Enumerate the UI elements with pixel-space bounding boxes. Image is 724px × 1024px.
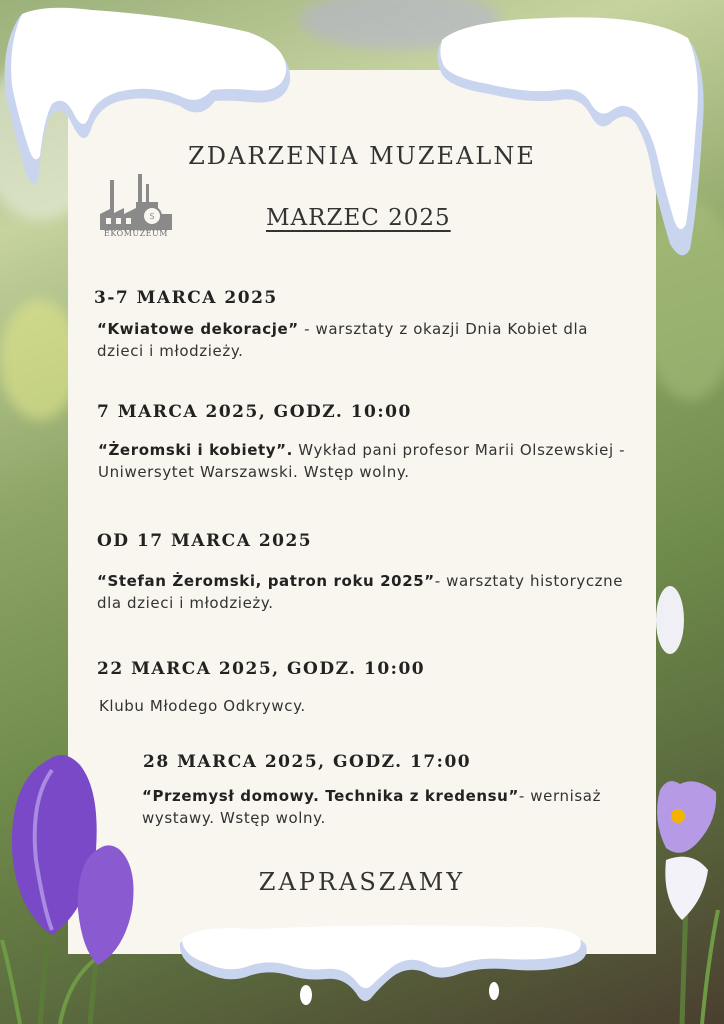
- event-title: “Stefan Żeromski, patron roku 2025”: [97, 572, 435, 590]
- event-detail: Klubu Młodego Odkrywcy.: [99, 697, 306, 715]
- closing-invitation: ZAPRASZAMY: [258, 868, 466, 896]
- crocus-flower-right-icon: [652, 580, 724, 1024]
- logo-label: EKOMUZEUM: [104, 229, 168, 238]
- snow-drift-bottom-icon: [176, 925, 588, 1015]
- event-title: “Kwiatowe dekoracje”: [97, 320, 299, 338]
- event-detail: - wernisaż wystawy. Wstęp wolny.: [142, 787, 602, 827]
- event-title: “Żeromski i kobiety”.: [98, 441, 293, 459]
- event-description: [142, 785, 612, 829]
- event-date: 22 MARCA 2025, GODZ. 10:00: [97, 659, 426, 679]
- event-detail: - warsztaty historyczne dla dzieci i młodzieży.: [97, 572, 624, 612]
- event-description: [98, 439, 638, 483]
- svg-text:S: S: [149, 212, 155, 221]
- month-heading: MARZEC 2025: [266, 205, 451, 231]
- event-detail: Wykład pani profesor Marii Olszewskiej - Uniwersytet Warszawski. Wstęp wolny.: [98, 441, 626, 481]
- event-date: 28 MARCA 2025, GODZ. 17:00: [143, 752, 472, 772]
- event-date: OD 17 MARCA 2025: [97, 531, 313, 551]
- event-description: [97, 570, 637, 614]
- event-description: [97, 318, 637, 362]
- event-title: “Przemysł domowy. Technika z kredensu”: [142, 787, 519, 805]
- snow-cap-top-right-icon: [430, 14, 710, 264]
- event-description: [99, 695, 639, 717]
- page-title: ZDARZENIA MUZEALNE: [188, 142, 536, 170]
- event-date: 7 MARCA 2025, GODZ. 10:00: [97, 402, 412, 422]
- event-detail: - warsztaty z okazji Dnia Kobiet dla dzieci i młodzieży.: [97, 320, 589, 360]
- event-date: 3-7 MARCA 2025: [94, 288, 278, 308]
